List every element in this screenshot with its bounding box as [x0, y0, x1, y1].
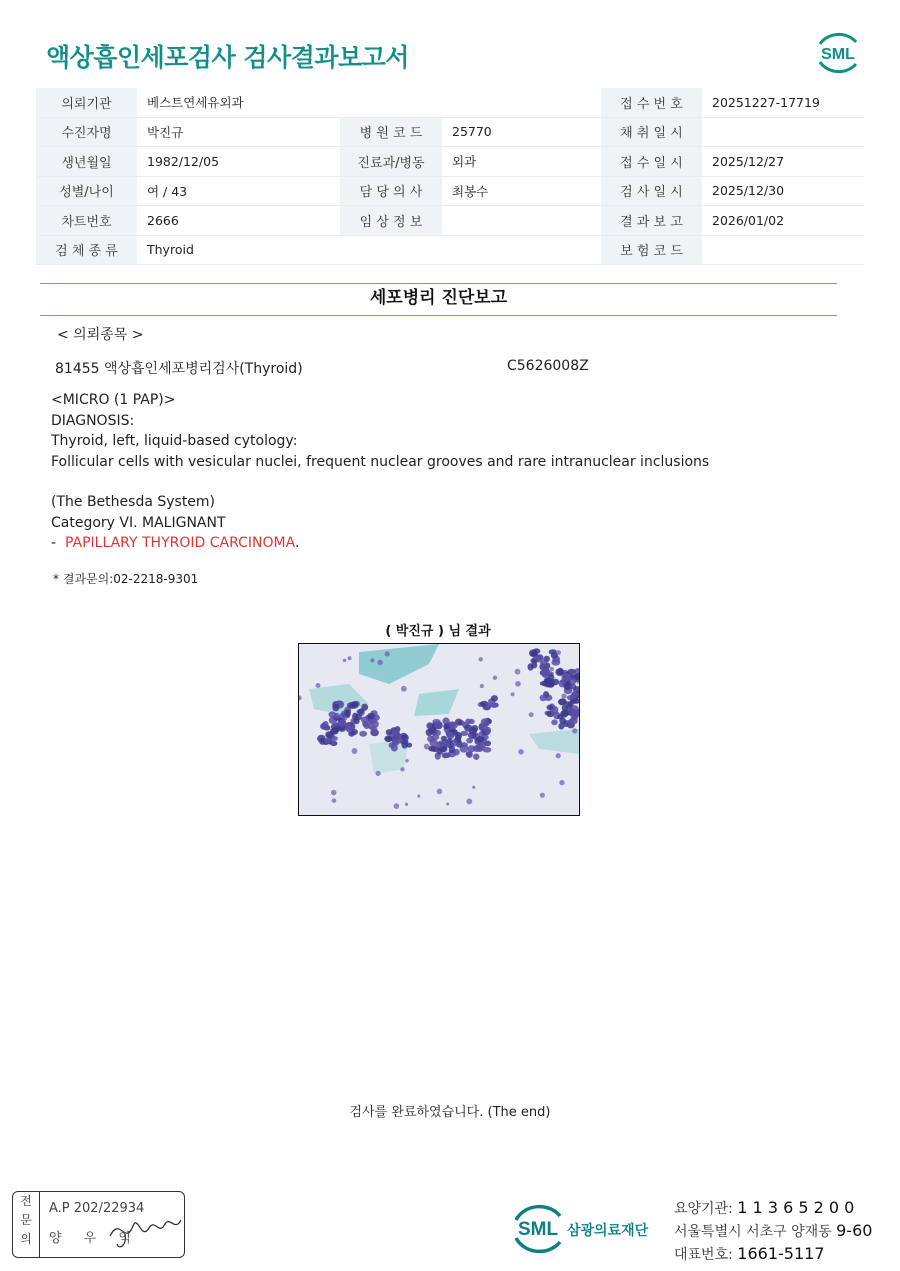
info-label: 의뢰기관: [36, 88, 137, 117]
cell-nucleus: [429, 739, 438, 747]
scattered-cell: [417, 795, 420, 798]
scattered-cell: [550, 667, 554, 671]
cell-nucleus: [562, 705, 568, 711]
cell-nucleus: [396, 738, 402, 744]
info-label: 보 험 코 드: [601, 235, 702, 265]
scattered-cell: [370, 658, 374, 662]
cell-nucleus: [557, 668, 564, 675]
info-label: 진료과/병동: [340, 147, 442, 177]
contact-info: * 결과문의:02-2218-9301: [53, 572, 199, 586]
info-value: 최봉수: [442, 176, 601, 206]
cell-nucleus: [346, 727, 353, 733]
cell-nucleus: [450, 722, 458, 729]
org-name: 삼광의료재단: [567, 1223, 649, 1239]
cell-nucleus: [363, 722, 370, 729]
info-empty: [340, 88, 442, 117]
info-label: 검 체 종 류: [36, 235, 137, 265]
scattered-cell: [529, 712, 534, 717]
scattered-cell: [394, 803, 400, 809]
cell-nucleus: [571, 693, 578, 698]
scattered-cell: [377, 660, 383, 666]
section-title: 세포병리 진단보고: [369, 288, 508, 308]
cell-nucleus: [441, 741, 447, 746]
info-value: 외과: [442, 147, 601, 177]
cell-nucleus: [486, 702, 492, 707]
info-label: 담 당 의 사: [340, 176, 442, 206]
cell-nucleus: [570, 677, 577, 684]
scattered-cell: [540, 793, 545, 798]
signature-icon: [105, 1206, 185, 1251]
scattered-cell: [556, 650, 561, 655]
diagnosis-label: DIAGNOSIS:: [51, 413, 135, 429]
scattered-cell: [316, 683, 321, 688]
cell-nucleus: [549, 649, 557, 654]
cell-nucleus: [467, 745, 475, 752]
info-empty: [340, 235, 442, 265]
scattered-cell: [511, 692, 515, 696]
info-value: 2026/01/02: [702, 206, 864, 236]
scattered-cell: [472, 786, 475, 789]
info-value: 2025/12/30: [702, 176, 864, 206]
cell-nucleus: [451, 740, 458, 746]
scattered-cell: [572, 728, 577, 733]
result-period: .: [294, 535, 300, 551]
divider-bottom: [40, 315, 837, 316]
address: 서울특별시 서초구 양재동 9-60: [674, 1221, 873, 1240]
scattered-cell: [515, 669, 521, 675]
info-row: [36, 147, 864, 177]
scattered-cell: [515, 681, 521, 687]
svg-text:SML: SML: [517, 1219, 559, 1240]
info-empty: [442, 88, 601, 117]
cell-nucleus: [534, 655, 542, 661]
info-empty: [442, 235, 601, 265]
sml-footer-logo-icon: [508, 1198, 568, 1258]
cell-nucleus: [558, 698, 567, 705]
info-value: [702, 117, 864, 147]
cell-nucleus: [330, 741, 337, 746]
scattered-cell: [400, 767, 404, 771]
scattered-cell: [446, 802, 449, 805]
cell-nucleus: [361, 716, 369, 723]
patient-info-table: [36, 88, 864, 265]
cell-nucleus: [455, 732, 462, 740]
scattered-cell: [518, 749, 523, 754]
scattered-cell: [559, 780, 564, 785]
info-row: [36, 117, 864, 147]
cytology-micrograph: [299, 644, 579, 815]
cell-nucleus: [473, 753, 479, 759]
phone: 대표번호: 1661-5117: [674, 1244, 825, 1263]
info-row: [36, 88, 864, 117]
scattered-cell: [376, 771, 381, 776]
scattered-cell: [561, 693, 566, 698]
info-value: 2025/12/27: [702, 147, 864, 177]
order-item: 81455 액상흡인세포병리검사(Thyroid): [55, 361, 303, 377]
category: Category VI. MALIGNANT: [51, 515, 226, 531]
info-label: 생년월일: [36, 147, 137, 177]
scattered-cell: [437, 789, 443, 795]
end-text: 검사를 완료하였습니다. (The end): [349, 1105, 551, 1120]
cell-nucleus: [546, 711, 554, 717]
scattered-cell: [352, 748, 358, 754]
cell-nucleus: [546, 705, 553, 710]
cell-nucleus: [432, 719, 440, 724]
info-label: 접 수 일 시: [601, 147, 702, 177]
order-code: C5626008Z: [507, 358, 589, 374]
result-text: PAPILLARY THYROID CARCINOMA: [64, 535, 295, 551]
stamp-name: 양 우 익: [49, 1231, 140, 1246]
info-value: 1982/12/05: [137, 147, 340, 177]
info-label: 임 상 정 보: [340, 206, 442, 236]
info-value: 여 / 43: [137, 176, 340, 206]
sml-logo-icon: [812, 28, 864, 76]
cell-nucleus: [426, 722, 433, 729]
info-label: 접 수 번 호: [601, 88, 702, 117]
info-label: 병 원 코 드: [340, 117, 442, 147]
cell-nucleus: [568, 719, 574, 726]
info-label: 수진자명: [36, 117, 137, 147]
info-value: [442, 206, 601, 236]
scattered-cell: [385, 651, 390, 656]
info-row: [36, 235, 864, 265]
info-row: [36, 206, 864, 236]
photo-caption: ( 박진규 ) 님 결과: [385, 624, 491, 639]
cell-nucleus: [334, 726, 342, 731]
cell-nucleus: [567, 701, 573, 707]
order-header: < 의뢰종목 >: [57, 327, 144, 343]
diagnosis-line-2: Follicular cells with vesicular nuclei, frequent nuclear grooves and rare intranuclear inclusions: [51, 454, 710, 470]
cell-nucleus: [384, 736, 392, 743]
info-row: [36, 176, 864, 206]
info-value: 20251227-17719: [702, 88, 864, 117]
cytology-image: [298, 643, 580, 816]
svg-text:SML: SML: [821, 46, 855, 63]
cell-nucleus: [344, 709, 350, 717]
cell-nucleus: [320, 723, 328, 730]
cell-nucleus: [357, 709, 364, 714]
cell-nucleus: [542, 670, 551, 678]
cell-nucleus: [551, 659, 560, 666]
scattered-cell: [479, 657, 483, 661]
stamp-side-label: 전 문 의: [13, 1192, 40, 1257]
scattered-cell: [332, 798, 337, 803]
cell-nucleus: [540, 681, 549, 686]
info-label: 차트번호: [36, 206, 137, 236]
cell-nucleus: [359, 731, 367, 737]
cell-nucleus: [481, 718, 489, 726]
cell-nucleus: [491, 702, 499, 707]
info-value: [702, 235, 864, 265]
info-value: 베스트연세유외과: [137, 88, 340, 117]
cell-nucleus: [353, 718, 359, 724]
cell-nucleus: [551, 719, 558, 725]
micro-header: <MICRO (1 PAP)>: [51, 392, 176, 408]
info-value: 2666: [137, 206, 340, 236]
scattered-cell: [480, 684, 484, 688]
info-label: 성별/나이: [36, 176, 137, 206]
scattered-cell: [493, 675, 497, 679]
cell-nucleus: [540, 661, 547, 667]
bethesda-system: (The Bethesda System): [51, 494, 216, 510]
scattered-cell: [466, 799, 472, 805]
scattered-cell: [348, 656, 352, 660]
scattered-cell: [331, 790, 337, 796]
scattered-cell: [401, 686, 407, 692]
scattered-cell: [405, 759, 409, 763]
info-label: 결 과 보 고: [601, 206, 702, 236]
info-value: 박진규: [137, 117, 340, 147]
cell-nucleus: [540, 694, 547, 701]
scattered-cell: [344, 716, 348, 720]
cell-nucleus: [351, 701, 358, 707]
info-value: 25770: [442, 117, 601, 147]
cell-nucleus: [483, 747, 492, 753]
cell-nucleus: [333, 713, 340, 719]
scattered-cell: [343, 659, 347, 663]
cell-nucleus: [476, 736, 484, 742]
scattered-cell: [424, 744, 430, 750]
scattered-cell: [405, 803, 408, 806]
cell-nucleus: [466, 738, 473, 744]
cell-nucleus: [370, 726, 377, 731]
cell-nucleus: [557, 714, 564, 719]
diagnosis-line-1: Thyroid, left, liquid-based cytology:: [51, 433, 298, 449]
cell-nucleus: [386, 729, 392, 735]
cell-nucleus: [443, 724, 449, 730]
cell-nucleus: [569, 709, 575, 716]
pathologist-stamp: [12, 1191, 185, 1258]
cell-nucleus: [332, 704, 339, 712]
diagnosis-result: [51, 535, 299, 551]
info-label: 채 취 일 시: [601, 117, 702, 147]
report-title: 액상흡인세포검사 검사결과보고서: [46, 43, 409, 72]
info-label: 검 사 일 시: [601, 176, 702, 206]
cell-nucleus: [442, 753, 449, 759]
cell-nucleus: [533, 648, 541, 654]
stamp-license: A.P 202/22934: [49, 1201, 145, 1216]
cell-nucleus: [527, 663, 533, 670]
result-dash: -: [51, 535, 57, 551]
info-value: Thyroid: [137, 235, 340, 265]
institution-code: 요양기관: 1 1 3 6 5 2 0 0: [674, 1198, 855, 1217]
cell-nucleus: [491, 695, 498, 702]
scattered-cell: [556, 753, 561, 758]
cell-nucleus: [426, 729, 433, 736]
cell-nucleus: [469, 727, 478, 734]
scattered-cell: [373, 718, 378, 723]
sml-logo: [812, 28, 864, 76]
